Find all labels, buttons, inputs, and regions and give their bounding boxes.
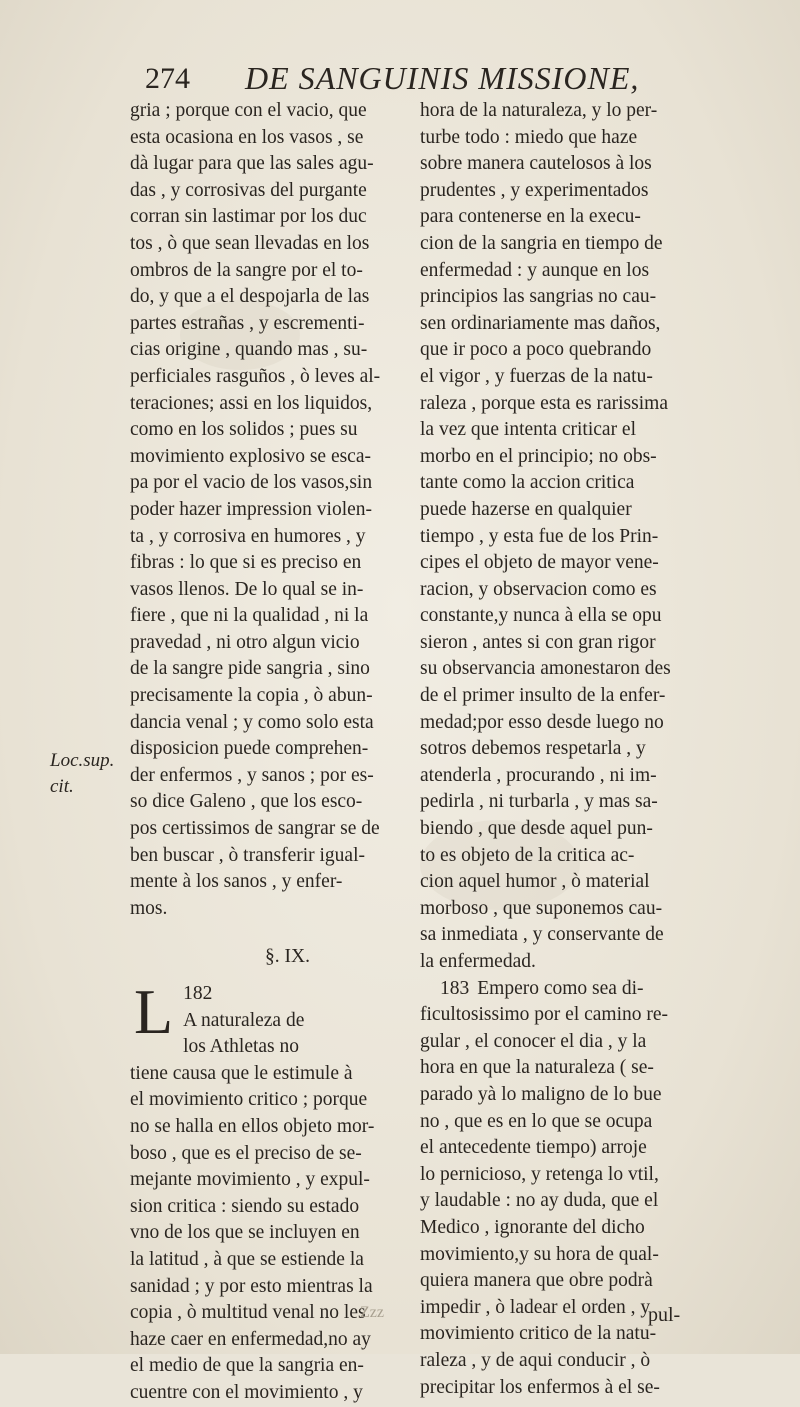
- margin-note-line: Loc.sup.: [50, 750, 115, 771]
- paragraph-182: [130, 976, 405, 1407]
- text-line: disposicion puede comprehen-: [130, 738, 369, 760]
- text-line: morboso , que suponemos cau-: [420, 897, 663, 919]
- text-line: mente à los sanos , y enfer-: [130, 871, 343, 893]
- text-line: mejante movimiento , y expul-: [130, 1169, 370, 1191]
- text-line: vno de los que se incluyen en: [130, 1222, 360, 1244]
- text-line: los Athletas no: [183, 1036, 300, 1058]
- text-line: perficiales rasguños , ò leves al-: [130, 365, 381, 387]
- text-line: dà lugar para que las sales agu-: [130, 153, 374, 175]
- text-line: hora en que la naturaleza ( se-: [420, 1057, 654, 1079]
- text-line: sobre manera cautelosos à los: [420, 153, 652, 175]
- text-line: la latitud , à que se estiende la: [130, 1248, 364, 1270]
- text-line: constante,y nunca à ella se opu: [420, 605, 662, 627]
- text-line: corran sin lastimar por los duc: [130, 206, 367, 228]
- text-line: que ir poco a poco quebrando: [420, 339, 652, 361]
- text-line: el antecedente tiempo) arroje: [420, 1137, 647, 1159]
- text-line: do, y que a el despojarla de las: [130, 286, 370, 308]
- text-line: de la sangre pide sangria , sino: [130, 658, 370, 680]
- text-line: el vigor , y fuerzas de la natu-: [420, 365, 653, 387]
- paragraph-183-text: [420, 1002, 698, 1401]
- text-line: la vez que intenta criticar el: [420, 419, 637, 441]
- text-line: cion de la sangria en tiempo de: [420, 232, 663, 254]
- text-line: A naturaleza de: [183, 1009, 305, 1031]
- text-line: la enfermedad.: [420, 951, 536, 972]
- text-line: cias origine , quando mas , su-: [130, 339, 368, 361]
- text-line: su observancia amonestaron des: [420, 658, 671, 680]
- text-line: Medico , ignorante del dicho: [420, 1216, 645, 1238]
- text-line: quiera manera que obre podrà: [420, 1270, 653, 1292]
- text-line: der enfermos , y sanos ; por es-: [130, 764, 374, 786]
- text-line: fiere , que ni la qualidad , ni la: [130, 605, 369, 627]
- right-column: [420, 98, 698, 1401]
- text-line: poder hazer impression violen-: [130, 498, 373, 520]
- running-title: DE SANGUINIS MISSIONE,: [245, 60, 640, 96]
- text-line: pravedad , ni otro algun vicio: [130, 631, 360, 653]
- left-column-text: [130, 98, 405, 922]
- text-line: tiempo , y esta fue de los Prin-: [420, 525, 659, 547]
- text-line: ben buscar , ò transferir igual-: [130, 844, 365, 866]
- text-line: copia , ò multitud venal no les: [130, 1302, 366, 1324]
- text-line: ombros de la sangre por el to-: [130, 259, 363, 281]
- text-line: lo pernicioso, y retenga lo vtil,: [420, 1163, 659, 1185]
- text-line: teraciones; assi en los liquidos,: [130, 392, 373, 414]
- text-line: tiene causa que le estimule à: [130, 1062, 353, 1084]
- paragraph-182-opening: [130, 976, 405, 1407]
- paragraph-number: 183: [440, 977, 470, 999]
- text-line: raleza , y de aqui conducir , ò: [420, 1349, 651, 1371]
- text-line: parado yà lo maligno de lo bue: [420, 1083, 662, 1105]
- text-line: das , y corrosivas del purgante: [130, 179, 367, 201]
- text-line: turbe todo : miedo que haze: [420, 126, 638, 148]
- text-line: cuentre con el movimiento , y: [130, 1381, 363, 1403]
- text-line: to es objeto de la critica ac-: [420, 844, 635, 866]
- text-line: raleza , porque esta es rarissima: [420, 392, 668, 414]
- text-line: movimiento,y su hora de qual-: [420, 1243, 659, 1265]
- text-line: prudentes , y experimentados: [420, 179, 649, 201]
- text-line: puede hazerse en qualquier: [420, 498, 632, 520]
- text-line: enfermedad : y aunque en los: [420, 259, 650, 281]
- text-line: sieron , antes si con gran rigor: [420, 631, 656, 653]
- text-line: el movimiento critico ; porque: [130, 1089, 368, 1111]
- text-line: mos.: [130, 897, 168, 919]
- paragraph-183-first-line: [420, 976, 698, 1003]
- signature-mark: Zzz: [360, 1304, 384, 1321]
- page-number: 274: [145, 62, 190, 95]
- margin-note: [50, 748, 125, 800]
- text-line: no se halla en ellos objeto mor-: [130, 1115, 375, 1137]
- text-line: pos certissimos de sangrar se de: [130, 818, 380, 840]
- text-line: movimiento explosivo se esca-: [130, 445, 371, 467]
- text-line: impedir , ò ladear el orden , y: [420, 1296, 651, 1318]
- catchword: pul-: [648, 1304, 681, 1326]
- text-line: medad;por esso desde luego no: [420, 711, 664, 733]
- text-line: no , que es en lo que se ocupa: [420, 1110, 653, 1132]
- text-line: movimiento critico de la natu-: [420, 1323, 657, 1345]
- text-line: ficultosissimo por el camino re-: [420, 1004, 669, 1026]
- text-line: gular , el conocer el dia , y la: [420, 1030, 647, 1052]
- text-line: ta , y corrosiva en humores , y: [130, 525, 366, 547]
- text-line: morbo en el principio; no obs-: [420, 445, 657, 467]
- text-line: racion, y observacion como es: [420, 578, 657, 600]
- text-line: sen ordinariamente mas daños,: [420, 312, 661, 334]
- text-line: atenderla , procurando , ni im-: [420, 764, 657, 786]
- text-line: haze caer en enfermedad,no ay: [130, 1328, 371, 1350]
- text-line: principios las sangrias no cau-: [420, 286, 657, 308]
- text-line: para contenerse en la execu-: [420, 206, 641, 228]
- text-line: como en los solidos ; pues su: [130, 419, 358, 441]
- text-line: dancia venal ; y como solo esta: [130, 711, 374, 733]
- text-line: cipes el objeto de mayor vene-: [420, 552, 659, 574]
- paragraph-183-opening: Empero como sea di-: [477, 977, 644, 999]
- text-line: precisamente la copia , ò abun-: [130, 685, 373, 707]
- text-line: cion aquel humor , ò material: [420, 871, 650, 893]
- text-line: tos , ò que sean llevadas en los: [130, 232, 370, 254]
- text-line: el medio de que la sangria en-: [130, 1355, 364, 1377]
- text-line: pedirla , ni turbarla , y mas sa-: [420, 791, 658, 813]
- text-line: vasos llenos. De lo qual se in-: [130, 578, 364, 600]
- paragraph-182-text: [130, 1008, 405, 1407]
- text-line: gria ; porque con el vacio, que: [130, 100, 367, 121]
- margin-note-line: cit.: [50, 776, 74, 797]
- left-column: [130, 98, 405, 1407]
- text-line: precipitar los enfermos à el se-: [420, 1376, 660, 1398]
- text-line: boso , que es el preciso de se-: [130, 1142, 362, 1164]
- paragraph-number: 182: [183, 983, 213, 1004]
- text-line: partes estrañas , y escrementi-: [130, 312, 365, 334]
- right-column-text: [420, 98, 698, 976]
- text-line: sa inmediata , y conservante de: [420, 924, 664, 946]
- text-line: sion critica : siendo su estado: [130, 1195, 360, 1217]
- drop-cap: L: [134, 976, 174, 1047]
- text-line: y laudable : no ay duda, que el: [420, 1190, 659, 1212]
- text-line: esta ocasiona en los vasos , se: [130, 126, 364, 148]
- text-line: fibras : lo que si es preciso en: [130, 552, 362, 574]
- section-heading: §. IX.: [265, 946, 310, 968]
- text-line: sanidad ; y por esto mientras la: [130, 1275, 373, 1297]
- text-line: biendo , que desde aquel pun-: [420, 818, 653, 840]
- text-line: hora de la naturaleza, y lo per-: [420, 100, 658, 121]
- page-header: [145, 52, 665, 96]
- text-line: tante como la accion critica: [420, 472, 635, 494]
- text-line: pa por el vacio de los vasos,sin: [130, 472, 373, 494]
- text-line: sotros debemos respetarla , y: [420, 738, 646, 760]
- text-line: so dice Galeno , que los esco-: [130, 791, 363, 813]
- text-line: de el primer insulto de la enfer-: [420, 685, 666, 707]
